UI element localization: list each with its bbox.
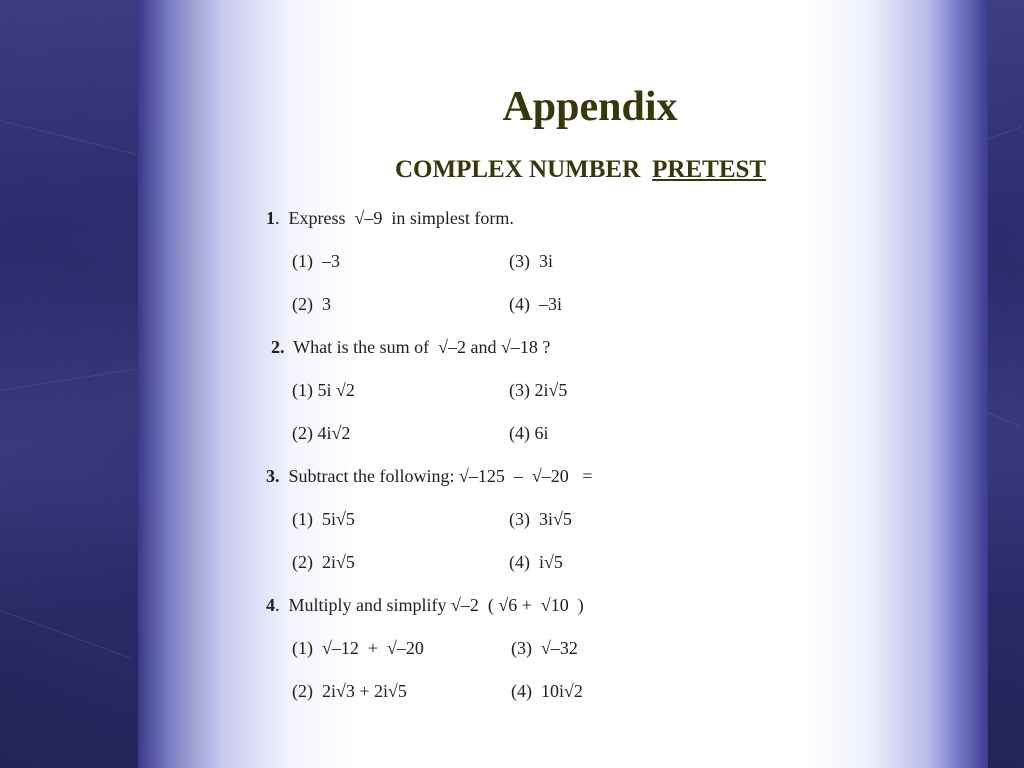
answer-choice: (3) √–32 bbox=[511, 638, 578, 658]
subtitle-pretest: PRETEST bbox=[652, 156, 767, 183]
answer-choice: (4) i√5 bbox=[509, 552, 563, 572]
answer-choice: (2) 3 bbox=[292, 294, 331, 314]
answer-choice: (4) –3i bbox=[509, 294, 562, 314]
question-number: 4 bbox=[266, 595, 275, 615]
answer-choice: (2) 2i√3 + 2i√5 bbox=[292, 681, 407, 701]
question-1 bbox=[266, 207, 514, 229]
answer-choice: (2) 2i√5 bbox=[292, 552, 355, 572]
answer-choice: (4) 6i bbox=[509, 423, 549, 443]
answer-choice: (3) 2i√5 bbox=[509, 380, 568, 400]
subtitle-main: COMPLEX NUMBER bbox=[395, 156, 641, 183]
answer-choice: (3) 3i bbox=[509, 251, 553, 271]
slide-title: Appendix bbox=[502, 84, 678, 130]
question-text: What is the sum of √–2 and √–18 ? bbox=[284, 337, 551, 357]
answer-choice: (1) √–12 + √–20 bbox=[292, 638, 424, 658]
question-number: 3. bbox=[266, 466, 280, 486]
answer-choice: (1) 5i √2 bbox=[292, 380, 355, 400]
panel-facet bbox=[0, 610, 132, 659]
answer-choice: (4) 10i√2 bbox=[511, 681, 583, 701]
question-text: . Express √–9 in simplest form. bbox=[275, 208, 514, 228]
question-number: 1 bbox=[266, 208, 275, 228]
panel-facet bbox=[984, 410, 1021, 427]
answer-choice: (2) 4i√2 bbox=[292, 423, 351, 443]
answer-choice: (1) 5i√5 bbox=[292, 509, 355, 529]
question-3 bbox=[266, 465, 592, 487]
slide-subtitle bbox=[395, 153, 766, 187]
question-number: 2. bbox=[271, 337, 285, 357]
answer-choice: (1) –3 bbox=[292, 251, 340, 271]
question-text: . Multiply and simplify √–2 ( √6 + √10 ) bbox=[275, 595, 584, 615]
answer-choice: (3) 3i√5 bbox=[509, 509, 572, 529]
question-text: Subtract the following: √–125 – √–20 = bbox=[279, 466, 593, 486]
question-2 bbox=[271, 336, 550, 358]
question-4 bbox=[266, 594, 584, 616]
panel-facet bbox=[0, 368, 138, 391]
